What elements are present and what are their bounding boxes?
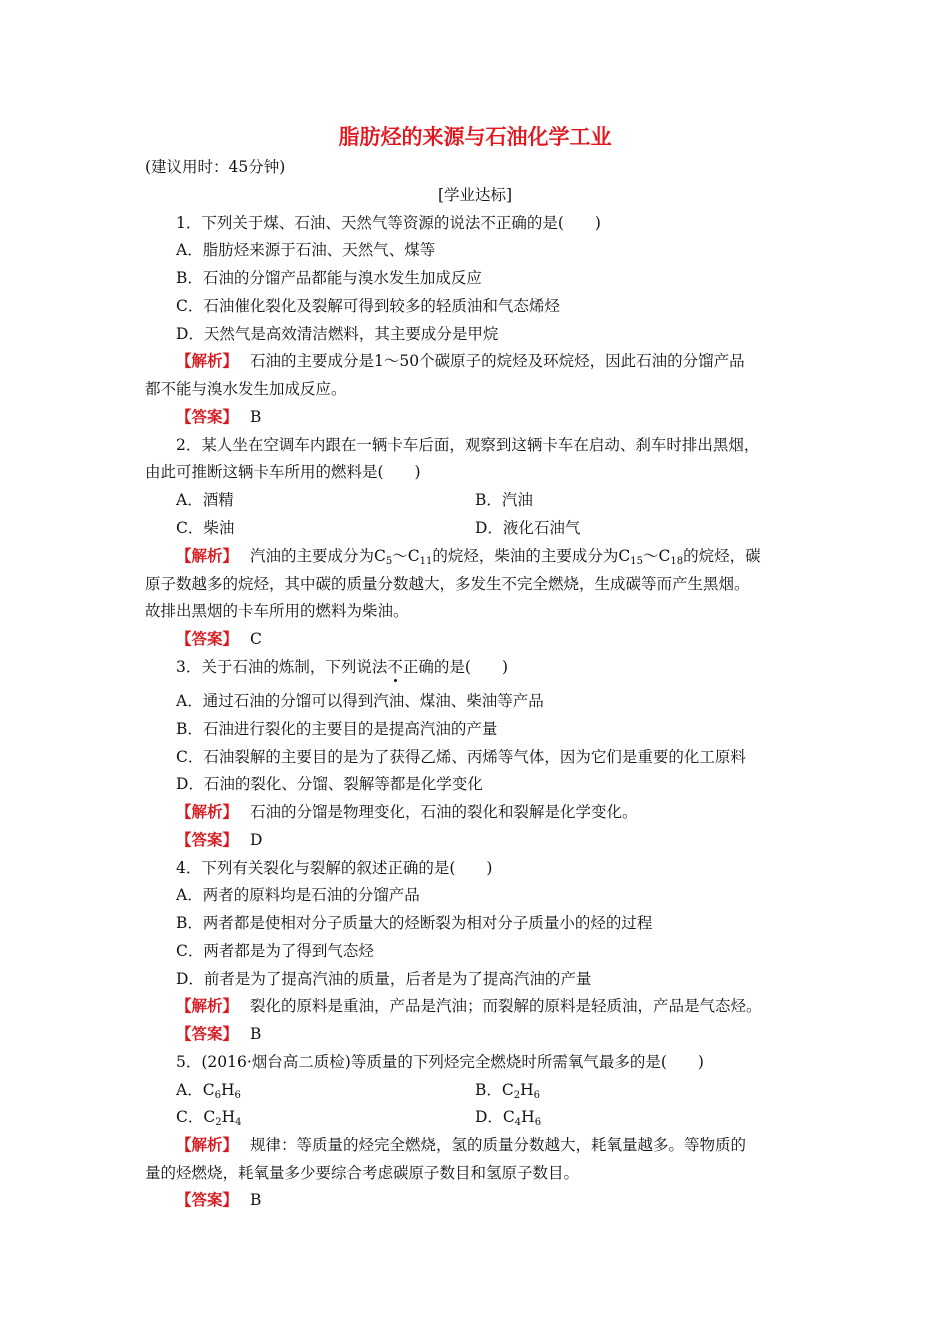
q5-analysis-cont: 量的烃燃烧，耗氧量多少要综合考虑碳原子数目和氢原子数目。 — [145, 1164, 580, 1182]
q2-answer-value: C — [250, 630, 262, 648]
q3-stem-text: 正确的是( ) — [402, 658, 508, 676]
subscript: 6 — [534, 1117, 542, 1128]
analysis-tag: 【解析】 — [176, 1135, 239, 1154]
option-text: D．C — [475, 1108, 515, 1126]
q5-analysis-text: 规律：等质量的烃完全燃烧，氢的质量分数越大，耗氧量越多。等物质的 — [250, 1136, 747, 1154]
answer-tag: 【答案】 — [176, 629, 239, 648]
q3-option-c: C．石油裂解的主要目的是为了获得乙烯、丙烯等气体，因为它们是重要的化工原料 — [176, 748, 746, 766]
subscript: 15 — [630, 556, 643, 567]
q5-answer — [176, 1190, 261, 1210]
subscript: 2 — [513, 1090, 521, 1101]
q2-analysis-text: ～C — [642, 547, 671, 565]
q5-option-a — [176, 1080, 241, 1100]
section-heading: [学业达标] — [437, 186, 513, 204]
subscript: 4 — [514, 1117, 522, 1128]
option-text: B．C — [475, 1081, 514, 1099]
q2-answer — [176, 629, 262, 649]
q2-option-d: D．液化石油气 — [475, 519, 581, 537]
time-hint: (建议用时：45分钟) — [145, 158, 286, 176]
q3-stem — [176, 657, 508, 677]
q4-stem: 4．下列有关裂化与裂解的叙述正确的是( ) — [176, 859, 493, 877]
analysis-tag: 【解析】 — [176, 546, 239, 565]
q3-stem-text: 3．关于石油的炼制，下列说法 — [176, 658, 388, 676]
q3-analysis-text: 石油的分馏是物理变化，石油的裂化和裂解是化学变化。 — [250, 803, 638, 821]
q2-stem-cont: 由此可推断这辆卡车所用的燃料是( ) — [145, 463, 421, 481]
q2-analysis — [176, 546, 761, 566]
option-text: H — [521, 1108, 535, 1126]
q2-analysis-text: 的烷烃，柴油的主要成分为C — [432, 547, 631, 565]
q5-stem: 5．(2016·烟台高二质检)等质量的下列烃完全燃烧时所需氧气最多的是( ) — [176, 1053, 704, 1071]
option-text: C．C — [176, 1108, 216, 1126]
subscript: 6 — [214, 1090, 221, 1101]
q1-stem: 1．下列关于煤、石油、天然气等资源的说法不正确的是( ) — [176, 214, 601, 232]
option-text: H — [220, 1081, 235, 1099]
q2-option-a: A．酒精 — [176, 491, 234, 509]
q4-answer-value: B — [250, 1025, 262, 1043]
q5-option-d — [475, 1107, 541, 1127]
q2-analysis-text: 的烷烃，碳 — [683, 547, 761, 565]
q5-option-c — [176, 1107, 242, 1127]
q2-analysis-text: 汽油的主要成分为C — [250, 547, 386, 565]
q1-option-a: A．脂肪烃来源于石油、天然气、煤等 — [176, 241, 436, 259]
q1-answer-value: B — [250, 408, 262, 426]
q2-stem: 2．某人坐在空调车内跟在一辆卡车后面，观察到这辆卡车在启动、刹车时排出黑烟， — [176, 436, 760, 454]
q5-analysis — [176, 1135, 746, 1155]
subscript: 6 — [234, 1090, 241, 1101]
subscript: 4 — [235, 1117, 242, 1128]
q1-option-b: B．石油的分馏产品都能与溴水发生加成反应 — [176, 269, 482, 287]
answer-tag: 【答案】 — [176, 830, 239, 849]
option-text: H — [221, 1108, 236, 1126]
subscript: 18 — [670, 556, 684, 567]
q3-analysis — [176, 802, 638, 822]
q5-answer-value: B — [250, 1191, 262, 1209]
subscript: 5 — [385, 556, 393, 567]
q1-answer — [176, 407, 261, 427]
q4-analysis — [176, 996, 762, 1016]
subscript: 6 — [533, 1090, 541, 1101]
q3-option-a: A．通过石油的分馏可以得到汽油、煤油、柴油等产品 — [176, 692, 544, 710]
q4-option-b: B．两者都是使相对分子质量大的烃断裂为相对分子质量小的烃的过程 — [176, 914, 653, 932]
subscript: 11 — [419, 556, 433, 567]
q1-option-c: C．石油催化裂化及裂解可得到较多的轻质油和气态烯烃 — [176, 297, 560, 315]
q1-analysis-text: 石油的主要成分是1～50个碳原子的烷烃及环烷烃，因此石油的分馏产品 — [250, 352, 745, 370]
analysis-tag: 【解析】 — [176, 996, 239, 1015]
answer-tag: 【答案】 — [176, 407, 239, 426]
analysis-tag: 【解析】 — [176, 351, 239, 370]
q2-analysis-cont-2: 故排出黑烟的卡车所用的燃料为柴油。 — [145, 602, 409, 620]
option-text: A．C — [176, 1081, 215, 1099]
q4-option-a: A．两者的原料均是石油的分馏产品 — [176, 886, 420, 904]
q1-analysis-cont: 都不能与溴水发生加成反应。 — [145, 380, 347, 398]
option-text: H — [520, 1081, 534, 1099]
q3-option-d: D．石油的裂化、分馏、裂解等都是化学变化 — [176, 775, 483, 793]
q1-analysis — [176, 351, 745, 371]
q4-option-c: C．两者都是为了得到气态烃 — [176, 942, 374, 960]
q2-analysis-cont: 原子数越多的烷烃，其中碳的质量分数越大，多发生不完全燃烧，生成碳等而产生黑烟。 — [145, 575, 750, 593]
q4-answer — [176, 1024, 261, 1044]
answer-tag: 【答案】 — [176, 1024, 239, 1043]
q4-option-d: D．前者是为了提高汽油的质量，后者是为了提高汽油的产量 — [176, 970, 592, 988]
q3-answer — [176, 830, 262, 850]
q2-option-c: C．柴油 — [176, 519, 235, 537]
document-title: 脂肪烃的来源与石油化学工业 — [338, 124, 612, 149]
q5-option-b — [475, 1080, 540, 1100]
q1-option-d: D．天然气是高效清洁燃料，其主要成分是甲烷 — [176, 325, 499, 343]
emphasis-dot-char: 不 — [387, 658, 403, 676]
q2-option-b: B．汽油 — [475, 491, 533, 509]
q3-option-b: B．石油进行裂化的主要目的是提高汽油的产量 — [176, 720, 498, 738]
q3-answer-value: D — [250, 831, 263, 849]
analysis-tag: 【解析】 — [176, 802, 239, 821]
answer-tag: 【答案】 — [176, 1190, 239, 1209]
q4-analysis-text: 裂化的原料是重油，产品是汽油；而裂解的原料是轻质油，产品是气态烃。 — [250, 997, 762, 1015]
subscript: 2 — [215, 1117, 222, 1128]
q2-analysis-text: ～C — [392, 547, 420, 565]
